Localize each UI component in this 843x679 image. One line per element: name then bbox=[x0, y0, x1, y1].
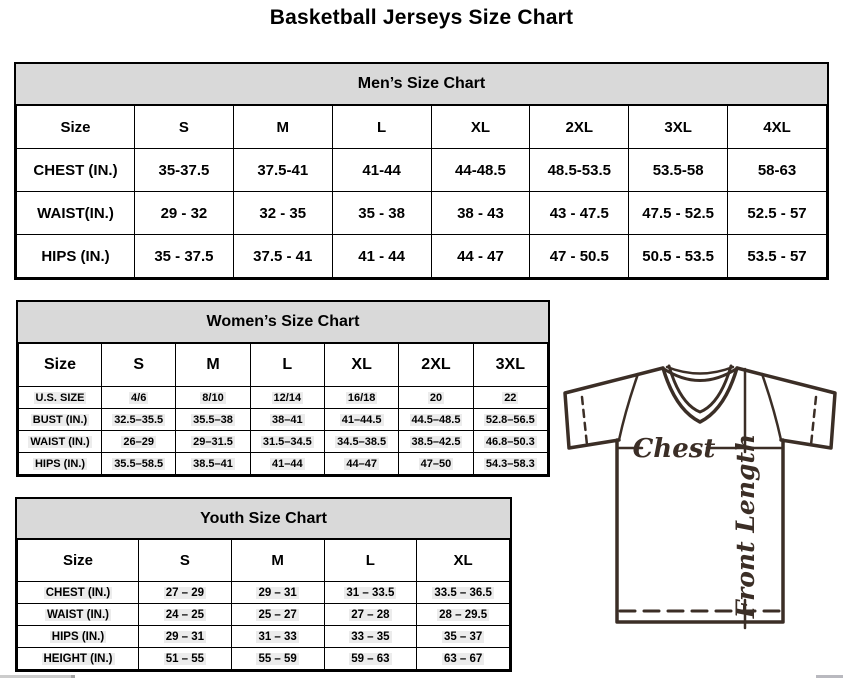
column-header: S bbox=[135, 106, 234, 149]
jersey-armhole-seam-left bbox=[619, 374, 638, 440]
size-value: 55 – 59 bbox=[231, 648, 324, 670]
row-label: CHEST (IN.) bbox=[18, 582, 139, 604]
column-header: 3XL bbox=[629, 106, 728, 149]
table-row bbox=[18, 626, 510, 648]
size-header-row bbox=[19, 344, 548, 387]
table-row bbox=[19, 453, 548, 475]
size-value: 29 – 31 bbox=[139, 626, 232, 648]
size-value: 31 – 33.5 bbox=[324, 582, 417, 604]
size-value: 52.5 - 57 bbox=[728, 192, 827, 235]
size-value: 28 – 29.5 bbox=[417, 604, 510, 626]
table-row bbox=[17, 149, 827, 192]
column-header: S bbox=[102, 344, 176, 387]
size-value: 37.5 - 41 bbox=[233, 235, 332, 278]
horizontal-scrollbar-fragment-right[interactable] bbox=[816, 675, 843, 678]
size-value: 35 - 37.5 bbox=[135, 235, 234, 278]
size-header-row bbox=[18, 540, 510, 582]
row-label: HEIGHT (IN.) bbox=[18, 648, 139, 670]
size-value: 26–29 bbox=[102, 431, 176, 453]
size-value: 63 – 67 bbox=[417, 648, 510, 670]
size-value: 38–41 bbox=[250, 409, 324, 431]
size-value: 51 – 55 bbox=[139, 648, 232, 670]
column-header: 4XL bbox=[728, 106, 827, 149]
youth-chart-title: Youth Size Chart bbox=[17, 499, 510, 539]
size-value: 35-37.5 bbox=[135, 149, 234, 192]
table-row bbox=[17, 235, 827, 278]
mens-size-chart bbox=[14, 62, 829, 280]
size-value: 43 - 47.5 bbox=[530, 192, 629, 235]
size-value: 53.5 - 57 bbox=[728, 235, 827, 278]
size-value: 41 - 44 bbox=[332, 235, 431, 278]
jersey-cuff-dash-right bbox=[811, 397, 816, 445]
row-label: BUST (IN.) bbox=[19, 409, 102, 431]
column-header: M bbox=[176, 344, 250, 387]
front-length-label: Front Length bbox=[731, 433, 760, 619]
size-value: 47–50 bbox=[399, 453, 473, 475]
jersey-outline bbox=[565, 368, 835, 622]
size-value: 22 bbox=[473, 387, 547, 409]
row-label: HIPS (IN.) bbox=[17, 235, 135, 278]
jersey-diagram bbox=[558, 356, 840, 658]
table-row bbox=[18, 604, 510, 626]
jersey-cuff-dash-left bbox=[582, 397, 587, 445]
size-value: 58-63 bbox=[728, 149, 827, 192]
size-value: 27 – 28 bbox=[324, 604, 417, 626]
mens-chart-title: Men’s Size Chart bbox=[16, 64, 827, 105]
table-row bbox=[19, 431, 548, 453]
column-header: L bbox=[250, 344, 324, 387]
column-header: 3XL bbox=[473, 344, 547, 387]
row-label: HIPS (IN.) bbox=[19, 453, 102, 475]
size-value: 20 bbox=[399, 387, 473, 409]
size-value: 59 – 63 bbox=[324, 648, 417, 670]
size-value: 31 – 33 bbox=[231, 626, 324, 648]
size-value: 37.5-41 bbox=[233, 149, 332, 192]
column-header: 2XL bbox=[530, 106, 629, 149]
size-value: 25 – 27 bbox=[231, 604, 324, 626]
youth-size-chart bbox=[15, 497, 512, 672]
size-value: 46.8–50.3 bbox=[473, 431, 547, 453]
size-value: 41-44 bbox=[332, 149, 431, 192]
womens-chart-table bbox=[18, 343, 548, 475]
row-label: HIPS (IN.) bbox=[18, 626, 139, 648]
size-value: 27 – 29 bbox=[139, 582, 232, 604]
size-value: 31.5–34.5 bbox=[250, 431, 324, 453]
row-label: WAIST(IN.) bbox=[17, 192, 135, 235]
column-header: Size bbox=[17, 106, 135, 149]
row-label: U.S. SIZE bbox=[19, 387, 102, 409]
size-value: 53.5-58 bbox=[629, 149, 728, 192]
mens-chart-table bbox=[16, 105, 827, 278]
size-value: 29 - 32 bbox=[135, 192, 234, 235]
size-value: 44-48.5 bbox=[431, 149, 530, 192]
womens-size-chart bbox=[16, 300, 550, 477]
table-row bbox=[18, 648, 510, 670]
size-value: 44 - 47 bbox=[431, 235, 530, 278]
row-label: WAIST (IN.) bbox=[19, 431, 102, 453]
column-header: S bbox=[139, 540, 232, 582]
size-value: 41–44 bbox=[250, 453, 324, 475]
jersey-collar-back-arc bbox=[667, 367, 733, 374]
size-value: 54.3–58.3 bbox=[473, 453, 547, 475]
size-value: 33 – 35 bbox=[324, 626, 417, 648]
chest-label: Chest bbox=[632, 434, 716, 464]
table-row bbox=[18, 582, 510, 604]
size-value: 16/18 bbox=[324, 387, 398, 409]
size-value: 38.5–41 bbox=[176, 453, 250, 475]
jersey-armhole-seam-right bbox=[762, 374, 781, 440]
size-value: 35 - 38 bbox=[332, 192, 431, 235]
column-header: 2XL bbox=[399, 344, 473, 387]
size-value: 41–44.5 bbox=[324, 409, 398, 431]
column-header: L bbox=[324, 540, 417, 582]
size-value: 44–47 bbox=[324, 453, 398, 475]
page-title: Basketball Jerseys Size Chart bbox=[269, 6, 574, 29]
table-row bbox=[17, 192, 827, 235]
size-value: 47 - 50.5 bbox=[530, 235, 629, 278]
size-value: 47.5 - 52.5 bbox=[629, 192, 728, 235]
column-header: Size bbox=[19, 344, 102, 387]
column-header: XL bbox=[324, 344, 398, 387]
size-value: 35.5–58.5 bbox=[102, 453, 176, 475]
size-value: 44.5–48.5 bbox=[399, 409, 473, 431]
size-value: 4/6 bbox=[102, 387, 176, 409]
row-label: WAIST (IN.) bbox=[18, 604, 139, 626]
size-value: 35.5–38 bbox=[176, 409, 250, 431]
youth-chart-table bbox=[17, 539, 510, 670]
size-value: 8/10 bbox=[176, 387, 250, 409]
row-label: CHEST (IN.) bbox=[17, 149, 135, 192]
size-value: 34.5–38.5 bbox=[324, 431, 398, 453]
column-header: L bbox=[332, 106, 431, 149]
column-header: M bbox=[233, 106, 332, 149]
size-value: 32.5–35.5 bbox=[102, 409, 176, 431]
horizontal-scrollbar-fragment-left[interactable] bbox=[0, 675, 75, 678]
size-value: 48.5-53.5 bbox=[530, 149, 629, 192]
womens-chart-title: Women’s Size Chart bbox=[18, 302, 548, 343]
table-row bbox=[19, 387, 548, 409]
size-value: 32 - 35 bbox=[233, 192, 332, 235]
column-header: XL bbox=[431, 106, 530, 149]
column-header: XL bbox=[417, 540, 510, 582]
size-value: 29 – 31 bbox=[231, 582, 324, 604]
size-header-row bbox=[17, 106, 827, 149]
size-value: 35 – 37 bbox=[417, 626, 510, 648]
column-header: M bbox=[231, 540, 324, 582]
size-value: 38.5–42.5 bbox=[399, 431, 473, 453]
size-value: 38 - 43 bbox=[431, 192, 530, 235]
table-row bbox=[19, 409, 548, 431]
size-value: 12/14 bbox=[250, 387, 324, 409]
size-value: 50.5 - 53.5 bbox=[629, 235, 728, 278]
size-value: 24 – 25 bbox=[139, 604, 232, 626]
column-header: Size bbox=[18, 540, 139, 582]
size-value: 52.8–56.5 bbox=[473, 409, 547, 431]
size-value: 33.5 – 36.5 bbox=[417, 582, 510, 604]
size-value: 29–31.5 bbox=[176, 431, 250, 453]
